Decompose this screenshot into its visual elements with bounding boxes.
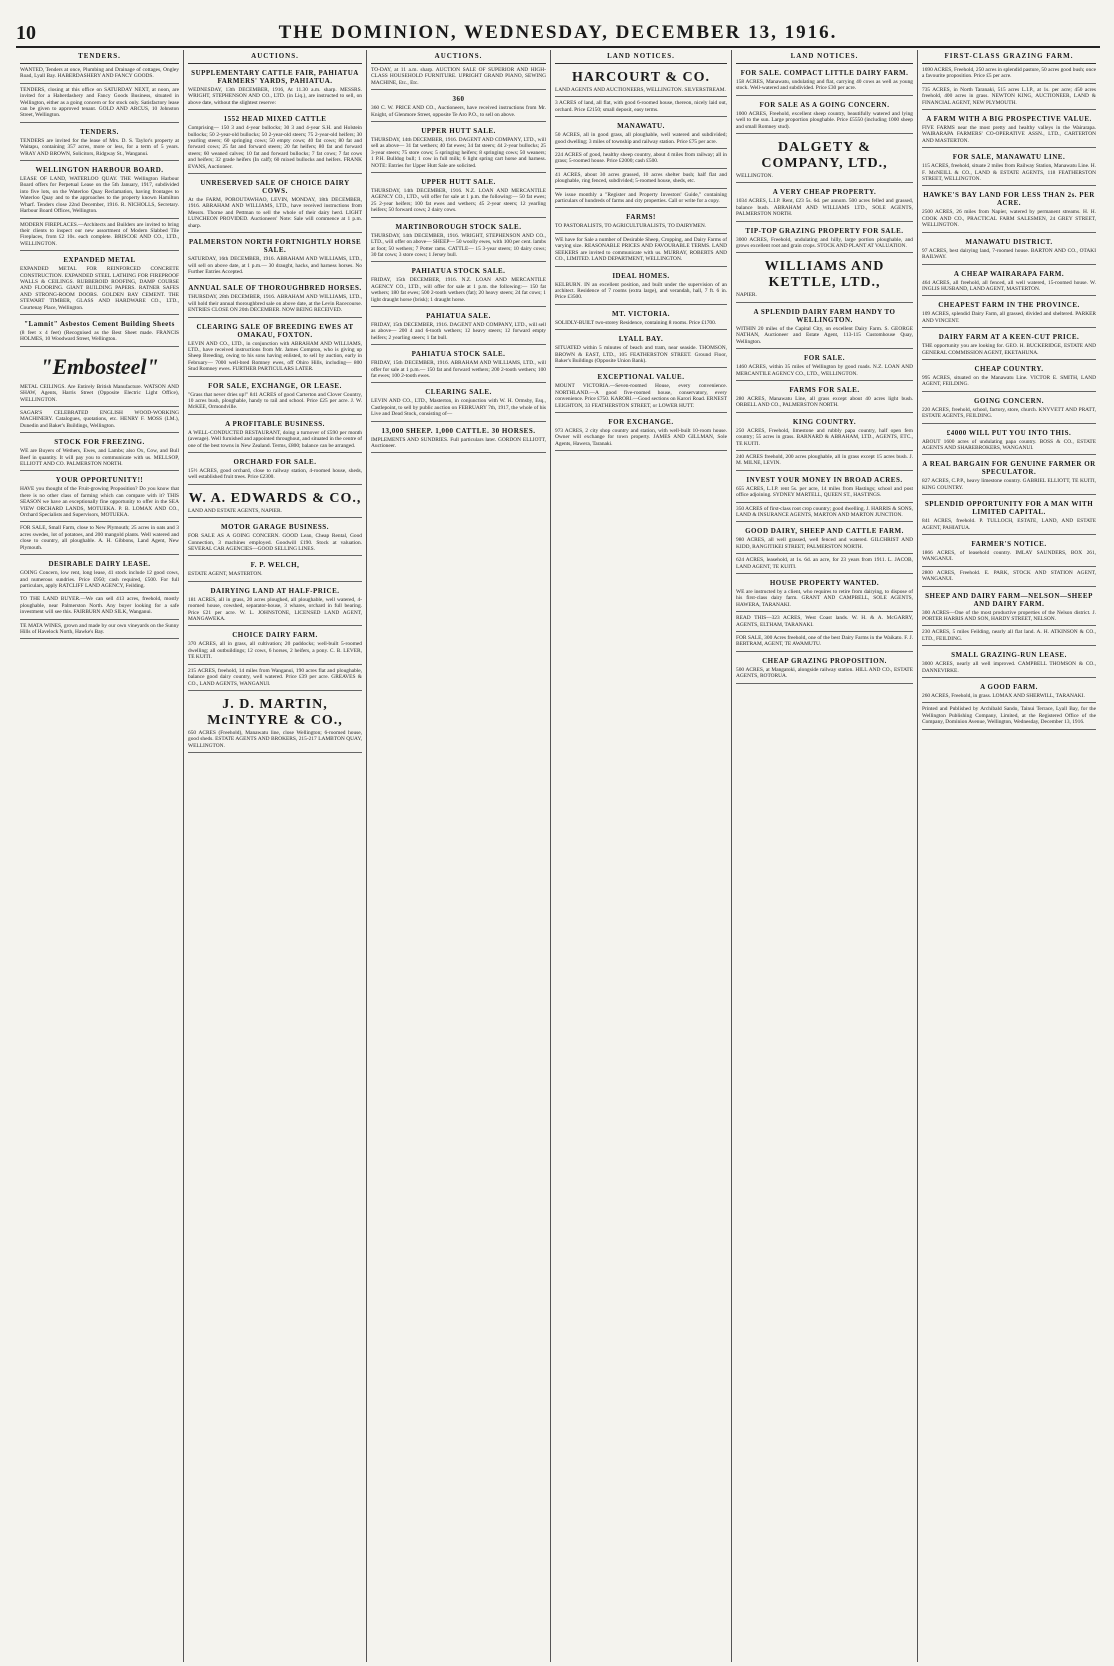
column-6 bbox=[918, 50, 1100, 1662]
advertisement-body: SOLIDLY-BUILT two-storey Residence, containing 8 rooms. Price £1700. bbox=[555, 319, 717, 326]
advertisement bbox=[922, 495, 1096, 535]
advertisement bbox=[20, 620, 179, 640]
advertisement-body: 15½ ACRES, good orchard, close to railway station, 4-roomed house, sheds, well established fruit trees. Price £2300. bbox=[188, 468, 362, 481]
advertisement-title: 1552 HEAD MIXED CATTLE bbox=[223, 115, 327, 124]
advertisement bbox=[20, 433, 179, 471]
advertisement-title: MT. VICTORIA. bbox=[611, 309, 671, 318]
advertisement bbox=[20, 522, 179, 555]
advertisement-body: EXPANDED METAL FOR REINFORCED CONCRETE CONSTRUCTION. EXPANDED STEEL LATHING FOR FIREPROOF WALLS & CEILINGS. RUBBEROID ROOFING, DAMP COURSE AND FLOORING. GIANT BUILDING PAPERS. RATNER SAFES AND STRONG-ROOM DOORS. GOLDEN BAY CEMENT. THE STEWART TIMBER, GLASS AND HARDWARE CO., LTD., Courtenay Place, Wellington. bbox=[20, 266, 179, 311]
advertisement-title: 360 bbox=[452, 95, 465, 104]
advertisement-body: 500 ACRES, at Mangatoki, alongside railway station. HILL AND CO., ESTATE AGENTS, ROTORUA. bbox=[736, 666, 913, 680]
advertisement-body: We issue monthly a "Register and Property Investors' Guide," containing particulars of hundreds of farms and city properties. Call or write for a copy. bbox=[555, 191, 727, 205]
advertisement-title: SUPPLEMENTARY CATTLE FAIR, PAHIATUA FARMERS' YARDS, PAHIATUA. bbox=[191, 69, 359, 85]
advertisement bbox=[736, 64, 913, 96]
advertisement-title: WELLINGTON HARBOUR BOARD. bbox=[35, 166, 164, 175]
advertisement-body: Comprising— 150 3 and 4-year bullocks; 30 3 and 4-year S.H. and Holstein bullocks; 50 2-year-old bullocks; 50 2-year-old steers; 75 2-year-old heifers; 30 yearling steers; 60 springing cows; 50 empty cows; 40 fat cows; 80 fat and forward cows; 25 fat and forward steers; 20 fat heifers; 80 fat and forward steers; 60 weaned calves; 10 fat and forward bullocks; 7 fat cows; 7 fat cows and heifers; 32 grade heifers (In calf); 60 mixed bullocks and heifers. FRANK EVANS, Auctioneer. bbox=[188, 125, 362, 170]
advertisement-body: 1690 ACRES, Freehold, 250 acres in splendid pasture, 50 acres good bush; once a favourite proposition. Price £5 per acre. bbox=[922, 67, 1096, 80]
advertisement-body: WE are Buyers of Wethers, Ewes, and Lambs; also Ox, Cow, and Bull Beef in quantity. It will pay you to communicate with us. MELLSOP, ELLIOTT AND CO. PALMERSTON NORTH. bbox=[20, 448, 179, 468]
advertisement-body: WANTED, Tenders at once, Plumbing and Drainage of cottages, Ongley Road, Lyall Bay. HABERDASHERY AND FANCY GOODS. bbox=[20, 67, 179, 80]
advertisement-title: ORCHARD FOR SALE. bbox=[233, 458, 317, 466]
advertisement-title: F. P. WELCH, bbox=[250, 561, 300, 570]
advertisement-title: INVEST YOUR MONEY IN BROAD ACRES. bbox=[746, 475, 903, 484]
advertisement-title: PAHIATUA STOCK SALE. bbox=[411, 267, 506, 276]
advertisement bbox=[188, 582, 362, 627]
advertisement-body: LEVIN AND CO., LTD., Masterton, in conjunction with W. H. Ormsby, Esq., Castlepoint, to sell by public auction on FEBRUARY 7th, 1917, the whole of his Live and Dead Stock, consisting of— bbox=[371, 398, 546, 418]
advertisement-body: A WELL-CONDUCTED RESTAURANT, doing a turnover of £590 per month (average). Well furnished and appointed throughout, and situated in the centre of one of the best towns in New Zealand. Terms, £800; balance can be arranged. bbox=[188, 429, 362, 449]
advertisement-body: 260 ACRES, Freehold, in grass. LOMAX AND SHERWILL, TARANAKI. bbox=[922, 693, 1085, 700]
masthead bbox=[16, 22, 1100, 48]
advertisement bbox=[555, 330, 727, 368]
advertisement bbox=[20, 84, 179, 123]
advertisement-body: 370 ACRES, all in grass, all cultivation; 20 paddocks; well-built 5-roomed dwelling; all outbuildings; 12 cows, 6 horses, 2 heifers, a pony. C. B. LEVER, TE KUITI. bbox=[188, 641, 362, 661]
advertisement bbox=[188, 64, 362, 110]
advertisement bbox=[555, 189, 727, 209]
advertisement bbox=[188, 415, 362, 453]
advertisement bbox=[736, 303, 913, 349]
advertisement-body: SAGAR'S CELEBRATED ENGLISH WOOD-WORKING MACHINERY. Catalogues, quotations, etc. HENRY F. MOSS (LM.), Dunedin and Baker's Buildings, Wellington. bbox=[20, 410, 179, 429]
advertisement bbox=[20, 407, 179, 433]
advertisement-body: FRIDAY, 15th DECEMBER, 1916. N.Z. LOAN AND MERCANTILE AGENCY CO., LTD., will offer for sale at 1 p.m. the following:— 150 fat wethers; 180 fat ewes; 500 2-tooth wethers (fat); 20 heavy steers; 24 fat cows; 1 light draught horse (brisk); 1 draught horse. bbox=[371, 277, 546, 303]
advertisement bbox=[555, 64, 727, 97]
advertisement-title: UPPER HUTT SALE. bbox=[421, 178, 496, 187]
advertisement-body: 300 ACRES—One of the most productive properties of the Nelson district. J. PORTER HARRIS AND SON, HARDY STREET, NELSON. bbox=[922, 609, 1096, 623]
advertisement-title: CLEARING SALE OF BREEDING EWES AT OMAKAU, FOXTON. bbox=[196, 322, 354, 339]
advertisement-title: KING COUNTRY. bbox=[792, 417, 857, 426]
advertisement-body: ESTATE AGENT, MASTERTON. bbox=[188, 571, 263, 578]
advertisement-title: A FARM WITH A BIG PROSPECTIVE VALUE. bbox=[926, 115, 1092, 124]
advertisement-body: 50 ACRES, all in good grass, all ploughable, well watered and subdivided; good dwelling; 3 miles of township and railway station. Price £75 per acre. bbox=[555, 132, 727, 145]
advertisement-title: FOR SALE, EXCHANGE, OR LEASE. bbox=[208, 381, 342, 390]
advertisement-body: 995 ACRES, situated on the Manawatu Line. VICTOR E. SMITH, LAND AGENT, FEILDING. bbox=[922, 374, 1096, 388]
advertisement-body: 1866 ACRES, of leasehold country. IMLAY SAUNDERS, BOX 261, WANGANUI. bbox=[922, 550, 1096, 563]
advertisement-body: WEDNESDAY, 13th DECEMBER, 1916, At 11.30 a.m. sharp. MESSRS. WRIGHT, STEPHENSON AND CO., LTD. (in Liq.), are instructed to sell, on above date, without the slightest reserve: bbox=[188, 87, 362, 106]
advertisement bbox=[922, 296, 1096, 328]
advertisement bbox=[188, 485, 362, 518]
advertisement bbox=[922, 392, 1096, 424]
advertisement-title: PALMERSTON NORTH FORTNIGHTLY HORSE SALE. bbox=[188, 238, 362, 255]
advertisement bbox=[736, 451, 913, 471]
advertisement-title: EXCEPTIONAL VALUE. bbox=[597, 373, 685, 382]
advertisement-body: TO PASTORALISTS, TO AGRICULTURALISTS, TO DAIRYMEN. bbox=[555, 223, 707, 230]
advertisement-body: FOR SALE AS A GOING CONCERN. GOOD Lean, Cheap Rental, Good Connection, 3 machines employed. Goodwill £190. Stock at valuation. SEVERAL CAR AGENCIES—GOOD SELLING LINES. bbox=[188, 533, 362, 553]
advertisement-title: PAHIATUA SALE. bbox=[426, 311, 491, 320]
advertisement-title: FOR SALE, MANAWATU LINE. bbox=[952, 153, 1066, 162]
advertisement-body: WE are instructed by a client, who requires to retire from dairying, to dispose of his first-class dairy farm. GRANT AND CAMPBELL, SOLE AGENTS, HAWERA, TARANAKI. bbox=[736, 589, 913, 608]
advertisement-body: LAND AGENTS AND AUCTIONEERS, WELLINGTON. SILVERSTREAM. bbox=[555, 87, 726, 93]
advertisement bbox=[188, 279, 362, 317]
advertisement-title: "Embosteel" bbox=[40, 353, 159, 379]
column-3 bbox=[367, 50, 551, 1662]
column-heading: AUCTIONS. bbox=[371, 50, 546, 64]
advertisement-title: HAWKE'S BAY LAND FOR LESS THAN 2s. PER ACRE. bbox=[923, 191, 1095, 208]
advertisement-body: WE have for Sale a number of Desirable Sheep, Cropping, and Dairy Farms of varying size. REASONABLE PRICES AND FAVOURABLE TERMS. LAND SEEKERS are invited to communicate with us. MURRAY, ROBERTS AND CO., LIMITED. LAND DEPARTMENT, WELLINGTON. bbox=[555, 236, 727, 263]
advertisement bbox=[555, 208, 727, 233]
advertisement bbox=[555, 413, 727, 451]
advertisement bbox=[20, 347, 179, 407]
advertisement-title: CHEAP COUNTRY. bbox=[974, 364, 1044, 373]
advertisement-body: 350 ACRES of first-class root crop country; good dwelling. J. HARRIS & SONS, LAND & INSURANCE AGENTS, MARTON AND MARTON JUNCTION. bbox=[736, 505, 913, 518]
advertisement bbox=[922, 626, 1096, 646]
advertisement-title: GOING CONCERN. bbox=[973, 396, 1044, 405]
advertisement-body: LAND AND ESTATE AGENTS, NAPIER. bbox=[188, 507, 282, 514]
column-4 bbox=[551, 50, 732, 1662]
advertisement bbox=[555, 234, 727, 267]
advertisement bbox=[555, 368, 727, 413]
advertisement bbox=[736, 632, 913, 652]
advertisement-body: FIVE FARMS near the most pretty and healthy valleys in the Wairarapa. WAIRARAPA FARMERS' CO-OPERATIVE ASSN., LTD., CARTERTON AND MASTERTON. bbox=[922, 125, 1096, 144]
advertisement-title: DESIRABLE DAIRY LEASE. bbox=[48, 560, 151, 569]
advertisement bbox=[555, 149, 727, 169]
advertisement-title: YOUR OPPORTUNITY!! bbox=[55, 476, 144, 485]
advertisement bbox=[922, 587, 1096, 627]
advertisement-body: 2500 ACRES, 26 miles from Napier, watered by permanent streams. H. H. COOK AND CO., PRACTICAL FARM SALESMEN, 24 GREY STREET, WELLINGTON. bbox=[922, 209, 1096, 229]
advertisement-body: FOR SALE, Small Farm, close to New Plymouth; 25 acres in oats and 3 acres swedes, lot of potatoes, and 200 mangold plants. Well watered and close to country, all ploughable. A. H. Gibbons, Land Agent, New Plymouth. bbox=[20, 525, 179, 551]
advertisement-title: FARMER'S NOTICE. bbox=[971, 540, 1047, 548]
advertisement-body: 624 ACRES, leasehold, at 1s. 6d. an acre, for 23 years from 1911. L. JACOB, LAND AGENT, TE KUITI. bbox=[736, 557, 913, 570]
advertisement-body: 41 ACRES, about 30 acres grassed, 10 acres shelter bush; half flat and ploughable, ring fenced, subdivided; 5-roomed house, sheds, etc. bbox=[555, 171, 727, 185]
advertisement bbox=[555, 305, 727, 330]
advertisement bbox=[922, 424, 1096, 456]
advertisement-body: 97 ACRES, best dairying land, 7-roomed house. BARTON AND CO., OTAKI RAILWAY. bbox=[922, 247, 1096, 261]
advertisement bbox=[736, 652, 913, 684]
advertisement-title: TIP-TOP GRAZING PROPERTY FOR SALE. bbox=[745, 226, 904, 235]
advertisement-title: SPLENDID OPPORTUNITY FOR A MAN WITH LIMITED CAPITAL. bbox=[924, 500, 1094, 517]
advertisement bbox=[736, 349, 913, 381]
advertisement bbox=[555, 169, 727, 189]
advertisement bbox=[922, 186, 1096, 232]
advertisement-title: CHEAP GRAZING PROPOSITION. bbox=[762, 656, 887, 665]
advertisement-body: TENDERS are invited for the lease of Mrs. D. S. Taylor's property at Waitapu, containing 357 acres, more or less, for a term of 5 years. WRAY AND BROWN, Solicitors, Ridgway St., Wanganui. bbox=[20, 137, 179, 157]
advertisement bbox=[188, 318, 362, 377]
page-title: THE DOMINION, WEDNESDAY, DECEMBER 13, 1916. bbox=[278, 22, 838, 43]
advertisement bbox=[188, 110, 362, 174]
advertisement-body: TENDERS, closing at this office on SATURDAY NEXT, at noon, are invited for a Haberdashery and Fancy Goods Business, situated in Wellington, either as a going concern or for stock only. Satisfactory lease can be given to approved tenant. GOLD AND ARCUS, 10 Johnston Street, Wellington. bbox=[20, 86, 179, 119]
advertisement-title: DAIRY FARM AT A KEEN-CUT PRICE. bbox=[938, 333, 1080, 342]
advertisement-body: THURSDAY, 14th DECEMBER, 1916. DAGENT AND COMPANY, LTD., will sell as above— 31 fat wethers; 40 fat ewes; 34 fat steers; 44 2-year bullocks; 25 3-year steers; 75 store cows; 5 springing heifers; 8 springing cows; 50 weaners; 1 P.H. Bulldog bull; 1 cow in full milk; 6 light spring cart horse and harness. NOTE: Entries for Upper Hutt Sale are solicited. bbox=[371, 137, 546, 169]
advertisement bbox=[188, 174, 362, 233]
advertisement-title: IDEAL HOMES. bbox=[612, 271, 670, 280]
advertisement bbox=[922, 703, 1096, 729]
advertisement bbox=[736, 471, 913, 503]
advertisement-body: 655 ACRES, L.I.P. rent 5s. per acre, 14 miles from Hastings; school and post office adjoining. SYDNEY MARTELL, QUEEN ST., HASTINGS. bbox=[736, 485, 913, 499]
advertisement-body: FRIDAY, 15th DECEMBER, 1916. ABRAHAM AND WILLIAMS, LTD., will offer for sale at 1 p.m.— 150 fat and forward wethers; 200 2-tooth wethers; 100 fat ewes; 100 2-tooth ewes. bbox=[371, 360, 546, 379]
advertisement bbox=[371, 345, 546, 383]
advertisement bbox=[371, 262, 546, 307]
advertisement-body: READ THIS—323 ACRES, West Coast lands. W. H. & A. McGARRY, AGENTS, ELTHAM, TARANAKI. bbox=[736, 615, 913, 628]
advertisement-body: 827 ACRES, C.P.P., heavy limestone country. GABRIEL ELLIOTT, TE KUITI, KING COUNTRY. bbox=[922, 478, 1096, 491]
advertisement-body: FRIDAY, 15th DECEMBER, 1916. DAGENT AND COMPANY, LTD., will sell as above— 200 4 and 6-tooth wethers; 12 heavy steers; 12 forward empty heifers; 2 yearling steers; 1 fat bull. bbox=[371, 321, 546, 341]
advertisement bbox=[736, 554, 913, 574]
advertisement-title: MANAWATU. bbox=[617, 122, 665, 131]
page-number: 10 bbox=[16, 22, 36, 44]
advertisement bbox=[188, 453, 362, 485]
advertisement-title: A CHEAP WAIRARAPA FARM. bbox=[953, 269, 1065, 278]
advertisement-body: LEVIN AND CO., LTD., in conjunction with ABRAHAM AND WILLIAMS, LTD., have received instructions from Mr. James Compton, who is giving up Sheep Breeding, owing to his sons having enlisted, to sell by auction, early in February— 7000 well-bred Romney ewes, off Ohiro Hills, including— 800 Stud Romney ewes. FURTHER PARTICULARS LATER. bbox=[188, 340, 362, 373]
advertisement bbox=[922, 328, 1096, 360]
advertisement-title: FOR SALE AS A GOING CONCERN. bbox=[759, 100, 890, 109]
advertisement-body: "Grass that never dries up!" 841 ACRES of good Carterton and Clover Country, 10 acres bush, ploughable, handy to rail and school. Price £25 per acre. J. W. McKEE, Ormondville. bbox=[188, 391, 362, 411]
advertisement-title: A GOOD FARM. bbox=[980, 683, 1038, 692]
advertisement-title: UPPER HUTT SALE. bbox=[421, 127, 496, 136]
advertisement-title: MARTINBOROUGH STOCK SALE. bbox=[395, 222, 522, 231]
advertisement bbox=[736, 612, 913, 632]
advertisement bbox=[736, 222, 913, 254]
advertisement bbox=[922, 646, 1096, 678]
advertisement-body: 230 ACRES, 5 miles Feilding, nearly all flat land. A. H. ATKINSON & CO., LTD., FEILDING. bbox=[922, 629, 1096, 642]
advertisement bbox=[922, 567, 1096, 587]
advertisement-body: 464 ACRES, all freehold, all fenced, all well watered, 15-roomed house. W. INGLIS HUSBAND, LAND AGENT, MASTERTON. bbox=[922, 279, 1096, 292]
advertisement-title: A PROFITABLE BUSINESS. bbox=[225, 419, 325, 428]
advertisement-body: 181 ACRES, all in grass, 20 acres ploughed, all ploughable, well watered, 4-roomed house, cowshed, separator-house, 3 whares, orchard in full bearing. Price £21 per acre. W. L. JOHNSTONE, LICENSED LAND AGENT, MANGAWEKA. bbox=[188, 596, 362, 623]
advertisement-body: MODERN FIREPLACES.—Architects and Builders are invited to bring their clients to inspect our new assortment of Modern Slabbed Tile Fireplaces, from £2 10s. each complete. BRISCOE AND CO., LTD., WELLINGTON. bbox=[20, 221, 179, 247]
advertisement bbox=[20, 161, 179, 218]
advertisement-title: LYALL BAY. bbox=[618, 335, 664, 344]
advertisement bbox=[736, 183, 913, 221]
advertisement bbox=[20, 315, 179, 347]
advertisement bbox=[188, 556, 362, 581]
advertisement-body: 115 ACRES, freehold, situate 2 miles from Railway Station, Manawatu Line. H. F. McNEILL & CO., LAND & ESTATE AGENTS, 118 FEATHERSTON STREET, WELLINGTON. bbox=[922, 163, 1096, 183]
advertisement bbox=[736, 522, 913, 554]
advertisement-body: 1034 ACRES, L.I.P. Rent, £23 5s. 6d. per annum. 500 acres felled and grassed, balance bush. ABRAHAM AND WILLIAMS LTD., SOLE AGENTS, PALMERSTON NORTH. bbox=[736, 198, 913, 218]
advertisement-title: DALGETY & COMPANY, LTD., bbox=[761, 140, 888, 172]
advertisement-body: Printed and Published by Archibald Sando, Tainui Terrace, Lyall Bay, for the Wellington Publishing Company, Limited, at the Registered Office of the Company, Dominion Avenue, Wellington, Wednesday, December 13, 1916. bbox=[922, 706, 1096, 726]
column-heading: TENDERS. bbox=[20, 50, 179, 64]
advertisement-body: 215 ACRES, freehold, 14 miles from Wanganui, 190 acres flat and ploughable, balance good dairy country, well watered. Price £39 per acre. GREAVES & CO., LAND AGENTS, WANGANUI. bbox=[188, 667, 362, 687]
advertisement bbox=[922, 110, 1096, 148]
advertisement bbox=[555, 117, 727, 149]
advertisement-body: 224 ACRES of good, healthy sheep country, about 4 miles from railway; all in grass; 5-roomed house. Price £2000; cash £500. bbox=[555, 152, 727, 165]
advertisement bbox=[371, 90, 546, 122]
advertisement-body: SITUATED within 5 minutes of beach and tram, near seaside. THOMSON, BROWN & EAST, LTD., 105 FEATHERSTON STREET. Ground Floor, Baker's Buildings (Opposite Union Bank). bbox=[555, 345, 727, 364]
advertisement bbox=[20, 471, 179, 522]
advertisement-title: ANNUAL SALE OF THOROUGHBRED HORSES. bbox=[188, 284, 362, 293]
advertisement-body: THURSDAY, 14th DECEMBER, 1916. WRIGHT, STEPHENSON AND CO., LTD., will offer on above— SHEEP— 50 woolly ewes, with 100 per cent. lambs at foot; 50 wethers; 7 Potter rams. CATTLE— 15 3-year steers; 10 dairy cows; 30 fat cows; 3 store cows; 1 Jersey bull. bbox=[371, 232, 546, 258]
advertisement bbox=[736, 134, 913, 183]
advertisement-title: CHEAPEST FARM IN THE PROVINCE. bbox=[938, 301, 1080, 310]
advertisement-title: CLEARING SALE. bbox=[425, 388, 492, 397]
advertisement bbox=[371, 122, 546, 173]
advertisement-body: 980 ACRES, all well grassed, well fenced and watered. GILCHRIST AND KIDD, RANGITIKEI STREET, PALMERSTON NORTH. bbox=[736, 537, 913, 550]
advertisement-title: FOR EXCHANGE. bbox=[608, 417, 674, 426]
advertisement-title: CHOICE DAIRY FARM. bbox=[232, 631, 318, 640]
advertisement-body: GOING Concern, low rent, long lease, 41 stock include 12 good cows, and numerous sundries. Price £950; cash required, £500. For full particulars, apply RATCLIFF LAND AGENCY, Feilding. bbox=[20, 570, 179, 589]
advertisement bbox=[188, 626, 362, 664]
advertisement bbox=[188, 233, 362, 279]
advertisement-body: 1000 ACRES, Freehold, excellent sheep country, beautifully watered and lying well to the sun. Large proportion ploughable. Price £5550 (including 1000 sheep and small Romney stud). bbox=[736, 110, 913, 130]
advertisement-body: ABOUT 1600 acres of undulating papa country. BOSS & CO., ESTATE AGENTS AND SHAREBROKERS, WANGANUI. bbox=[922, 438, 1096, 451]
advertisement bbox=[922, 678, 1096, 703]
advertisement-body: 220 ACRES, freehold, school, factory, store, church. KNYVETT AND PRATT, ESTATE AGENTS, FEILDING. bbox=[922, 406, 1096, 420]
advertisement-body: THE opportunity you are looking for. GEO. H. BUCKERIDGE, ESTATE AND GENERAL COMMISSION AGENT, EKETAHUNA. bbox=[922, 343, 1096, 356]
advertisement bbox=[20, 593, 179, 619]
advertisement bbox=[371, 218, 546, 263]
advertisement bbox=[371, 64, 546, 90]
advertisement-body: WITHIN 20 miles of the Capital City, on excellent Dairy Farm. S. GEORGE NATHAN, Auctioneer and Estate Agent, 113-115 Customhouse Quay, Wellington. bbox=[736, 325, 913, 345]
advertisement-title: STOCK FOR FREEZING. bbox=[54, 438, 145, 447]
advertisement-title: EXPANDED METAL bbox=[63, 256, 136, 265]
column-heading: FIRST-CLASS GRAZING FARM. bbox=[922, 50, 1096, 64]
advertisement bbox=[20, 123, 179, 161]
advertisement-body: 250 ACRES, Freehold, limestone and rubbly papa country, half open fern country; 55 acres in grass. BARNARD & ABRAHAM, LTD., AGENTS, ETC., TE KUITI. bbox=[736, 427, 913, 447]
advertisement-title: J. D. MARTIN, McINTYRE & CO., bbox=[207, 696, 343, 728]
advertisement bbox=[922, 64, 1096, 84]
advertisement bbox=[736, 413, 913, 451]
advertisement-body: WELLINGTON. bbox=[736, 173, 773, 180]
advertisement bbox=[922, 535, 1096, 567]
advertisement bbox=[188, 665, 362, 691]
advertisement-body: IMPLEMENTS AND SUNDRIES. Full particulars later. GORDON ELLIOTT, Auctioneer. bbox=[371, 436, 546, 449]
column-2 bbox=[184, 50, 367, 1662]
advertisement-title: MANAWATU DISTRICT. bbox=[965, 237, 1053, 246]
advertisement bbox=[371, 307, 546, 345]
advertisement-body: (8 feet x 4 feet) (Recognised as the Best Sheet made. FRANCIS HOLMES, 10 Woodward Street, Wellington. bbox=[20, 329, 179, 343]
advertisement-title: £4000 WILL PUT YOU INTO THIS. bbox=[946, 428, 1072, 437]
column-heading: LAND NOTICES. bbox=[736, 50, 913, 64]
advertisement-title: W. A. EDWARDS & CO., bbox=[188, 490, 362, 506]
advertisement bbox=[20, 555, 179, 593]
advertisement-title: A VERY CHEAP PROPERTY. bbox=[772, 188, 877, 197]
advertisement-title: PAHIATUA STOCK SALE. bbox=[411, 350, 506, 359]
advertisement-body: 1460 ACRES, within 35 miles of Wellington by good roads. N.Z. LOAN AND MERCANTILE AGENCY CO., LTD., WELLINGTON. bbox=[736, 364, 913, 377]
advertisement bbox=[922, 265, 1096, 297]
advertisement-body: METAL CEILINGS. Are Entirely British Manufacture. WATSON AND SHAW, Agents, Harris Street (Opposite Electric Light Office), WELLINGTON. bbox=[20, 383, 179, 403]
advertisement bbox=[736, 574, 913, 612]
advertisement bbox=[555, 267, 727, 305]
advertisement-title: 13,000 SHEEP. 1,000 CATTLE. 30 HORSES. bbox=[381, 426, 536, 435]
advertisement-title: UNRESERVED SALE OF CHOICE DAIRY COWS. bbox=[200, 179, 350, 196]
advertisement-body: TO-DAY, at 11 a.m. sharp. AUCTION SALE OF SUPERIOR AND HIGH-CLASS HOUSEHOLD FURNITURE. UPRIGHT GRAND PIANO, SEWING MACHINE, Etc., Etc. bbox=[371, 67, 546, 86]
advertisement bbox=[922, 455, 1096, 495]
advertisement bbox=[371, 173, 546, 218]
advertisement bbox=[736, 253, 913, 302]
advertisement-body: 240 ACRES freehold, 200 acres ploughable, all in grass except 15 acres bush. J. M. MILNE, LEVIN. bbox=[736, 453, 913, 467]
advertisement-title: FARMS! bbox=[626, 213, 656, 222]
advertisement bbox=[188, 377, 362, 415]
advertisement-body: FOR SALE, 300 Acres freehold, one of the best Dairy Farms in the Waikato. F. J. BERTRAM, AGENT, TE AWAMUTU. bbox=[736, 635, 913, 648]
advertisement-title: FARMS FOR SALE. bbox=[789, 385, 860, 394]
advertisement-title: A SPLENDID DAIRY FARM HANDY TO WELLINGTON. bbox=[753, 307, 896, 324]
advertisement-body: 360 C. W. PRICE AND CO., Auctioneers, have received instructions from Mr. Knight, of Glenmore Street, opposite Te Aro P.O., to sell on above. bbox=[371, 105, 546, 118]
advertisement-body: 3000 ACRES, nearly all well improved. CAMPBELL THOMSON & CO., DANNEVIRKE. bbox=[922, 661, 1096, 674]
advertisement bbox=[555, 97, 727, 117]
advertisement-body: 3 ACRES of land, all flat, with good 6-roomed house, thereon, nicely laid out, orchard. Price £2150; small deposit, easy terms. bbox=[555, 100, 727, 113]
advertisement-title: A REAL BARGAIN FOR GENUINE FARMER OR SPECULATOR. bbox=[922, 460, 1096, 477]
advertisement-title: GOOD DAIRY, SHEEP AND CATTLE FARM. bbox=[745, 527, 904, 536]
advertisement-body: 841 ACRES, freehold. P. TULLOCH, ESTATE, LAND, AND ESTATE AGENT, PAHIATUA. bbox=[922, 518, 1096, 531]
advertisement-body: 973 ACRES, 2 city shop country and station, with well-built 10-room house. Owner will exchange for town property. JAMES AND GILLMAN, Sole Agents, Hawera, Taranaki. bbox=[555, 427, 727, 447]
column-5 bbox=[732, 50, 918, 1662]
advertisement-body: KELBURN. IN an excellent position, and built under the supervision of an architect. Residence of 7 rooms (extra large), and verandah, hall, 7 ft. 6 in. Price £3500. bbox=[555, 281, 727, 301]
advertisement-title: DAIRYING LAND AT HALF-PRICE. bbox=[210, 586, 340, 595]
advertisement bbox=[736, 96, 913, 134]
advertisement-title: "Lamnit" Asbestos Cement Building Sheets bbox=[24, 319, 175, 328]
advertisement-body: 735 ACRES, in North Taranaki, 515 acres L.I.P., at 1s. per acre; 450 acres freehold, 400 acres in grass. NEWTON KING, AUCTIONEER, LAND & FINANCIAL AGENT, NEW PLYMOUTH. bbox=[922, 86, 1096, 106]
advertisement bbox=[736, 381, 913, 413]
column-heading: AUCTIONS. bbox=[188, 50, 362, 64]
advertisement bbox=[20, 64, 179, 84]
advertisement-body: TE MATA WINES, grown and made by our own vineyards on the Sunny Hills of Havelock North, Hawke's Bay. bbox=[20, 622, 179, 635]
advertisement-title: SMALL GRAZING-RUN LEASE. bbox=[951, 651, 1067, 660]
advertisement-title: MOTOR GARAGE BUSINESS. bbox=[221, 523, 329, 532]
advertisement bbox=[20, 251, 179, 315]
advertisement-body: 650 ACRES (Freehold), Manawatu line, close Wellington; 6-roomed house, good sheds. ESTATE AGENTS AND BROKERS, 215-217 LAMBTON QUAY, WELLINGTON. bbox=[188, 729, 362, 749]
advertisement bbox=[188, 518, 362, 556]
advertisement-body: THURSDAY, 14th DECEMBER, 1916. N.Z. LOAN AND MERCANTILE AGENCY CO., LTD., will offer for sale at 1 p.m. the following:— 50 fat ewes; 25 2-year heifers; 100 fat ewes and wethers; 45 2-year steers; 12 yearling heifers; 50 forward cows; 2 dairy cows. bbox=[371, 188, 546, 214]
advertisement bbox=[922, 148, 1096, 186]
advertisement bbox=[371, 422, 546, 454]
advertisement-title: TENDERS. bbox=[80, 127, 119, 136]
advertisement-body: LEASE OF LAND, WATERLOO QUAY. THE Wellington Harbour Board offers for Perpetual Lease on the 5th January, 1917, subdivided into five lots, on the Waterloo Quay Reclamation, having frontages to Waterloo Quay and to the approaches to the property known Hamilton Wharf. Tenders close 22nd December, 1916. R. NICHOLLS, Secretary. Harbour Board Offices, Wellington. bbox=[20, 176, 179, 215]
advertisement-body: 158 ACRES, Manawatu, undulating and flat, carrying 40 cows as well as young stock. Well-watered and subdivided. Price £30 per acre. bbox=[736, 79, 913, 92]
column-1 bbox=[16, 50, 184, 1662]
advertisement bbox=[736, 503, 913, 523]
advertisement-title: FOR SALE. COMPACT LITTLE DAIRY FARM. bbox=[740, 69, 909, 77]
advertisement-title: HOUSE PROPERTY WANTED. bbox=[769, 579, 880, 587]
advertisement-body: 280 ACRES, Manawatu Line, all grass except about 40 acres light bush. ORBELL AND CO., PALMERSTON NORTH. bbox=[736, 395, 913, 409]
advertisement bbox=[922, 84, 1096, 110]
advertisement bbox=[371, 383, 546, 421]
advertisement-title: SHEEP AND DAIRY FARM—NELSON—SHEEP AND DAIRY FARM. bbox=[925, 591, 1093, 608]
columns-area bbox=[16, 50, 1100, 1662]
advertisement bbox=[922, 233, 1096, 265]
advertisement-body: 109 ACRES, splendid Dairy Farm, all grassed, divided and sheltered. PARKER AND VINCENT. bbox=[922, 311, 1096, 324]
advertisement-title: WILLIAMS AND KETTLE, LTD., bbox=[764, 259, 885, 291]
advertisement-body: TO THE LAND BUYER.—We can sell 413 acres, freehold, mostly ploughable, near Palmerston North. Any buyer looking for a safe investment will see this. FAIRBURN AND SILK, Wanganui. bbox=[20, 596, 179, 616]
advertisement-title: FOR SALE. bbox=[803, 354, 846, 363]
advertisement-body: 2800 ACRES, Freehold. E. PARK, STOCK AND STATION AGENT, WANGANUI. bbox=[922, 569, 1096, 583]
advertisement-body: At the FARM, POROUTAWHAO, LEVIN, MONDAY, 18th DECEMBER, 1916. ABRAHAM AND WILLIAMS, LTD., have received instructions from Messrs. Thorne and Pettman to sell the whole of their dairy herd. LIGHT LUNCHEON PROVIDED. Auctioneers' Note: Sale will commence at 1 p.m. sharp. bbox=[188, 197, 362, 229]
advertisement-body: NAPIER. bbox=[736, 292, 757, 299]
advertisement-body: MOUNT VICTORIA.—Seven-roomed House, every convenience. NORTHLAND.—A good five-roomed house, conservatory, every convenience. Price £750. KARORI.—Good sections on Karori Road. ERNEST LEIGHTON, 33 FEATHERSTON STREET, or LOWER HUTT. bbox=[555, 383, 727, 409]
column-heading: LAND NOTICES. bbox=[555, 50, 727, 64]
advertisement bbox=[20, 219, 179, 252]
advertisement bbox=[188, 691, 362, 753]
advertisement bbox=[922, 360, 1096, 392]
advertisement-body: 3000 ACRES, Freehold, undulating and hilly, large portion ploughable, and grows excellent root and grain crops. STOCK AND PLANT AT VALUATION. bbox=[736, 236, 913, 250]
advertisement-body: THURSDAY, 28th DECEMBER, 1916. ABRAHAM AND WILLIAMS, LTD., will hold their annual thoroughbred sale on above date, at the Levin Racecourse. ENTRIES CLOSE ON 20th DECEMBER. NOW BEING RECEIVED. bbox=[188, 294, 362, 314]
advertisement-body: HAVE you thought of the Fruit-growing Proposition? Do you know that there is no other class of farming which can compare with it? THIS SEASON we have an exceptionally fine opportunity to offer in the SEA VIEW ORCHARD LANDS, MOTUEKA. P. B. LOMAX AND CO., Orchard Specialists and Supervisors, MOTUEKA. bbox=[20, 486, 179, 519]
advertisement-body: SATURDAY, 16th DECEMBER, 1916. ABRAHAM AND WILLIAMS, LTD., will sell on above date, at 1 p.m.— 30 draught, hacks, and harness horses. No Further Entries Accepted. bbox=[188, 256, 362, 275]
advertisement-title: HARCOURT & CO. bbox=[571, 70, 711, 85]
